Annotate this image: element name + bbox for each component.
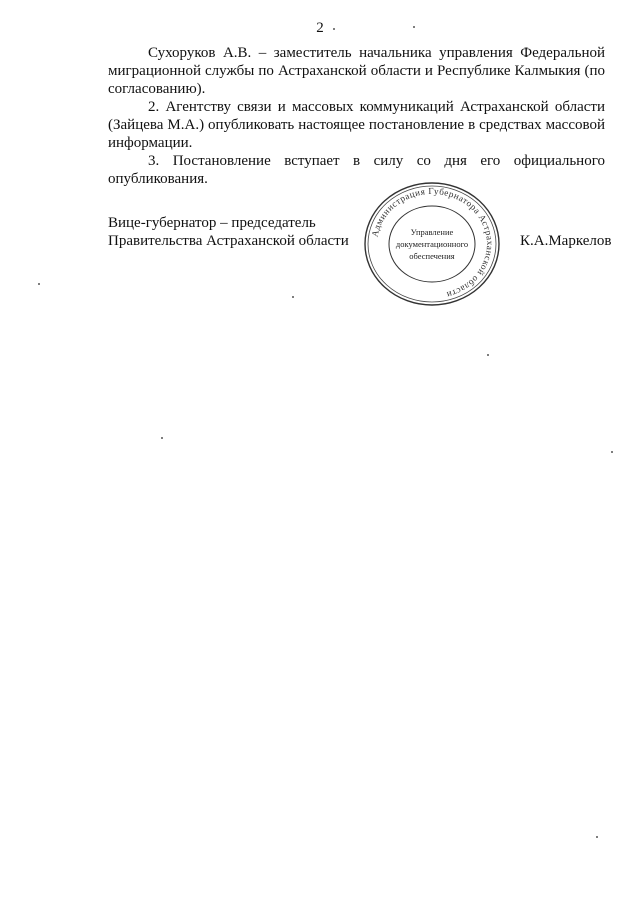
- signatory-name: К.А.Маркелов: [520, 233, 612, 249]
- scan-speck: [596, 836, 598, 838]
- seal-center-line3: обеспечения: [409, 251, 455, 261]
- scan-speck: [333, 28, 335, 30]
- scan-speck: [292, 296, 294, 298]
- scan-speck: [487, 354, 489, 356]
- scan-speck: [161, 437, 163, 439]
- official-seal: [362, 181, 502, 307]
- seal-center-line1: Управление: [410, 227, 454, 237]
- paragraph-3-effective: 3. Постановление вступает в силу со дня его официального опубликования.: [108, 153, 605, 187]
- seal-ring-text: Администрация Губернатора Астраханской области: [369, 185, 496, 301]
- scan-speck: [413, 26, 415, 28]
- paragraph-sukhorukov: Сухоруков А.В. – заместитель начальника управления Федеральной миграционной службы по Астраханской области и Республике Калмыкия (по согласованию).: [108, 45, 605, 97]
- page-number: 2: [316, 20, 324, 36]
- signatory-position-line2: Правительства Астраханской области: [108, 233, 349, 249]
- signatory-position: [108, 214, 349, 250]
- seal-center-line2: документационного: [395, 239, 469, 249]
- signatory-position-line1: Вице-губернатор – председатель: [108, 215, 316, 231]
- document-body: [108, 44, 605, 188]
- scan-speck: [38, 283, 40, 285]
- scan-speck: [611, 451, 613, 453]
- paragraph-2-publication: 2. Агентству связи и массовых коммуникаций Астраханской области (Зайцева М.А.) опубликовать настоящее постановление в средствах массовой информации.: [108, 99, 605, 151]
